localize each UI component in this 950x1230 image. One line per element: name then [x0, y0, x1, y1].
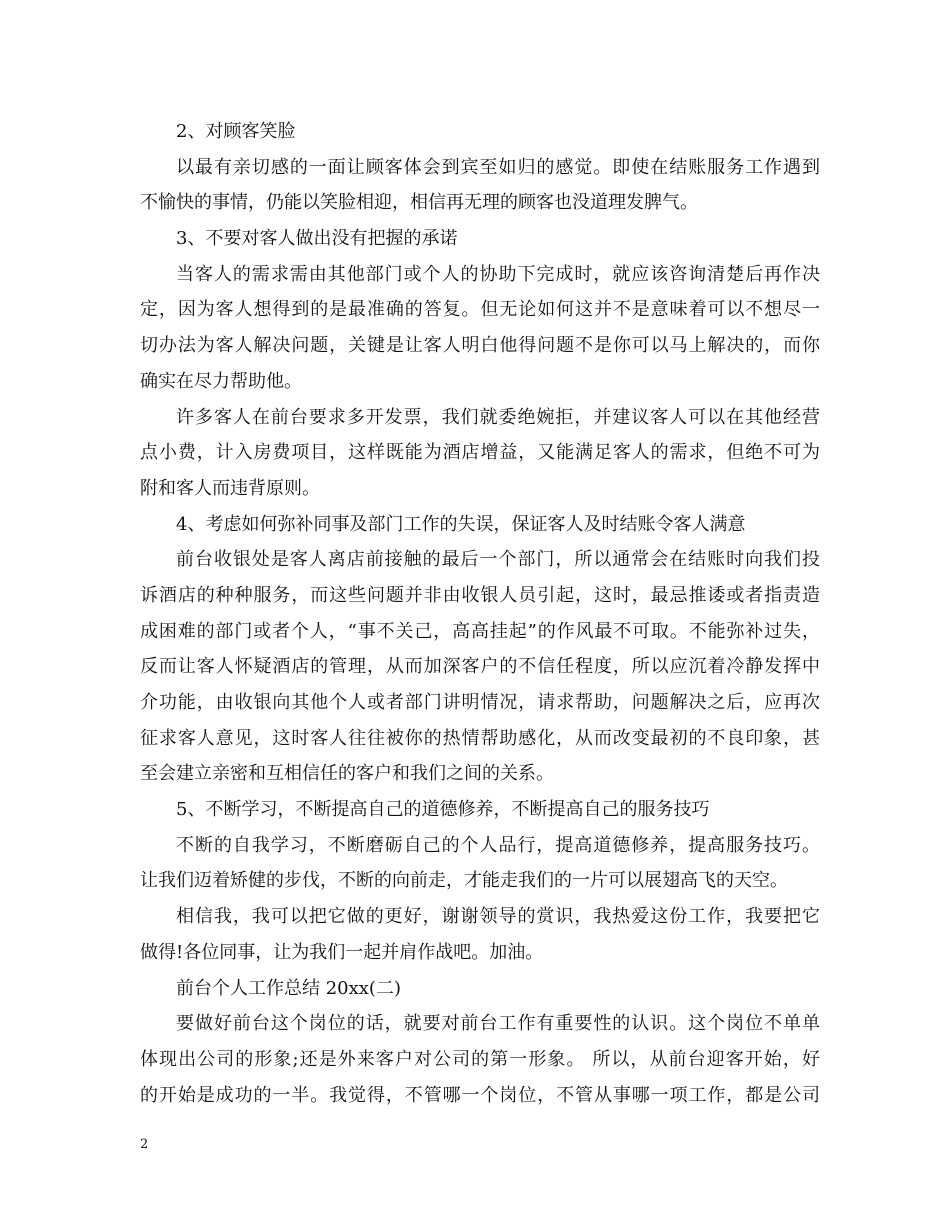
- text-line: 体现出公司的形象;还是外来客户对公司的第一形象。 所以，从前台迎客开始，好: [140, 1048, 820, 1070]
- text-line: 要做好前台这个岗位的话，就要对前台工作有重要性的认识。这个岗位不单单: [176, 1013, 820, 1035]
- text-line: 做得!各位同事，让为我们一起并肩作战吧。加油。: [140, 941, 544, 963]
- text-line: 5、不断学习，不断提高自己的道德修养，不断提高自己的服务技巧: [176, 799, 710, 821]
- text-line: 前台个人工作总结 20xx(二): [176, 977, 401, 999]
- text-line: 以最有亲切感的一面让顾客体会到宾至如归的感觉。即使在结账服务工作遇到: [176, 156, 820, 178]
- text-line: 定，因为客人想得到的是最准确的答复。但无论如何这并不是意味着可以不想尽一: [140, 299, 820, 321]
- text-line: 3、不要对客人做出没有把握的承诺: [176, 228, 458, 250]
- text-line: 诉酒店的种种服务，而这些问题并非由收银人员引起，这时，最忌推诿或者指责造: [140, 584, 820, 606]
- text-line: 切办法为客人解决问题，关键是让客人明白他得问题不是你可以马上解决的，而你: [140, 335, 820, 357]
- text-line: 前台收银处是客人离店前接触的最后一个部门，所以通常会在结账时向我们投: [176, 549, 820, 571]
- text-line: 至会建立亲密和互相信任的客户和我们之间的关系。: [140, 763, 554, 785]
- page-number: 2: [140, 1137, 149, 1152]
- text-line: 附和客人而违背原则。: [140, 477, 320, 499]
- text-line: 成困难的部门或者个人，“事不关己，高高挂起”的作风最不可取。不能弥补过失，: [140, 620, 820, 642]
- text-line: 不断的自我学习，不断磨砺自己的个人品行，提高道德修养，提高服务技巧。: [176, 834, 820, 856]
- text-line: 相信我，我可以把它做的更好，谢谢领导的赏识，我热爱这份工作，我要把它: [176, 906, 820, 928]
- text-line: 的开始是成功的一半。我觉得，不管哪一个岗位，不管从事哪一项工作，都是公司: [140, 1084, 820, 1106]
- text-line: 点小费，计入房费项目，这样既能为酒店增益，又能满足客人的需求，但绝不可为: [140, 442, 820, 464]
- text-line: 征求客人意见，这时客人往往被你的热情帮助感化，从而改变最初的不良印象，甚: [140, 727, 820, 749]
- text-line: 不愉快的事情，仍能以笑脸相迎，相信再无理的顾客也没道理发脾气。: [140, 192, 698, 214]
- text-line: 当客人的需求需由其他部门或个人的协助下完成时，就应该咨询清楚后再作决: [176, 263, 820, 285]
- text-line: 4、考虑如何弥补同事及部门工作的失误，保证客人及时结账令客人满意: [176, 513, 746, 535]
- text-line: 反而让客人怀疑酒店的管理，从而加深客户的不信任程度，所以应沉着冷静发挥中: [140, 656, 820, 678]
- text-line: 介功能，由收银向其他个人或者部门讲明情况，请求帮助，问题解决之后，应再次: [140, 692, 820, 713]
- text-line: 让我们迈着矫健的步伐，不断的向前走，才能走我们的一片可以展翅高飞的天空。: [140, 870, 788, 892]
- text-line: 确实在尽力帮助他。: [140, 370, 302, 392]
- document-body: [140, 114, 820, 1113]
- text-line: 许多客人在前台要求多开发票，我们就委绝婉拒，并建议客人可以在其他经营: [176, 406, 820, 428]
- text-line: 2、对顾客笑脸: [176, 121, 296, 142]
